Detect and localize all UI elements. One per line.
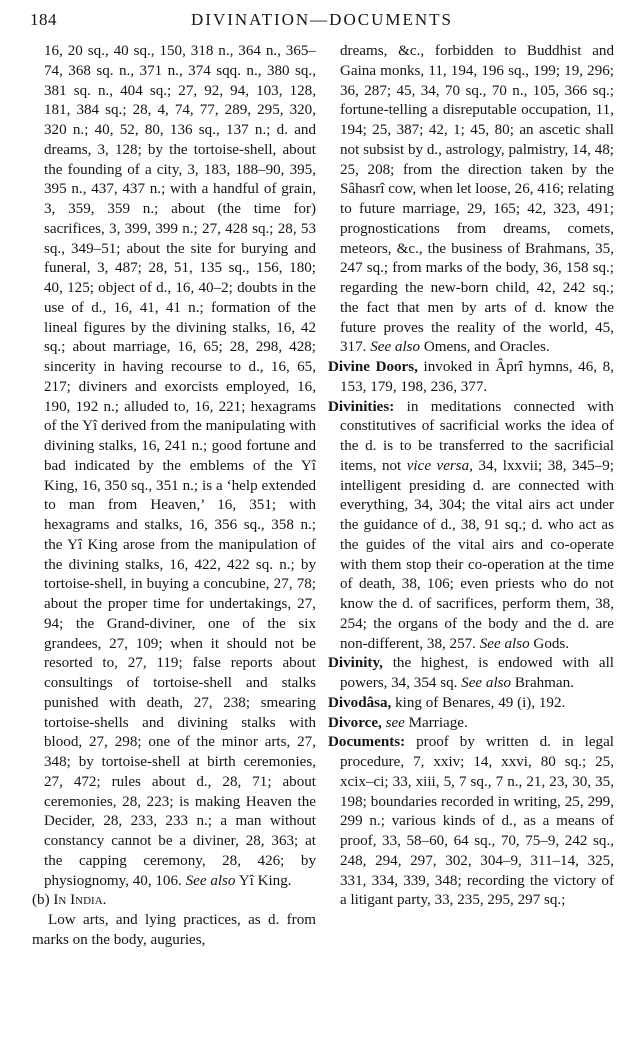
see-also-label: See also [370, 339, 421, 356]
entry-headword: Divorce, [328, 714, 382, 731]
subsection-marker: (b) [32, 892, 50, 909]
entry-italic-text: vice versa [406, 457, 470, 474]
subsection-heading [32, 891, 316, 911]
running-head: DIVINATION—DOCUMENTS [191, 10, 453, 29]
entry-text: king of Benares, 49 (i), 192. [395, 694, 566, 711]
left-column [32, 42, 316, 951]
see-also-target: Gods. [533, 635, 570, 652]
entry-headword: Divodâsa, [328, 694, 392, 711]
see-target: Marriage. [408, 714, 468, 731]
entry-continuation-divination [32, 42, 316, 891]
page-header [0, 10, 644, 34]
see-label: see [385, 714, 405, 731]
entry-divinity [328, 654, 614, 694]
entry-headword: Divine Doors, [328, 359, 418, 375]
see-also-label: See also [185, 872, 236, 889]
entry-text: , 34, lxxvii; 38, 345–9; intelligent presiding d. are connected with everything, 34, 304; the vital airs act under the guidance of d., 38, 91 sq.; d. who act as the guides of the vital airs and co-operate with them stop their co-operation at the time of death, 38, 106; even priests who do not know the d. of sacrifices, perform them, 38, 254; the organs of the body and the d. are non-different, 38, 257. [340, 457, 614, 652]
entry-divinities [328, 398, 614, 655]
entry-paragraph-india [32, 911, 316, 951]
entry-headword: Divinities: [328, 398, 395, 415]
right-column [328, 42, 614, 911]
entry-text: 16, 20 sq., 40 sq., 150, 318 n., 364 n., 365–74, 368 sq. n., 371 n., 374 sqq. n., 380 sq., 381 sq. n., 404 sq.; 27, 92, 94, 103, 128, 181, 384 sq.; 28, 4, 74, 77, 289, 295, 320, 320 n.; 40, 52, 80, 136 sq., 137 n.; d. and dreams, 3, 128; by the tortoise-shell, about the founding of a city, 3, 183, 188–90, 395, 395 n., 437, 437 n.; with a handful of grain, 3, 359, 359 n.; about (the time for) sacrifices, 3, 399, 399 n.; 27, 428 sq.; 28, 53 sq., 349–51; about the site for burying and funeral, 3, 487; 28, 51, 135 sq., 156, 180; 40, 125; object of d., 16, 40–2; doubts in the use of d., 16, 41, 41 n.; formation of the lineal figures by the divining stalks, 16, 42 sq.; about marriage, 16, 65; 28, 298, 428; sincerity in having recourse to d., 16, 65, 217; diviners and exorcists employed, 16, 190, 192 n.; alluded to, 16, 221; hexagrams of the Yî derived from the manipulating with divining stalks, 16, 241 n.; good fortune and bad indicated by the emblems of the Yî King, 16, 350 sq., 351 n.; is a ‘help extended to man from Heaven,’ 16, 351; with hexagrams and stalks, 16, 356 sq., 358 n.; the Yî King arose from the manipulation of the divining stalks, 16, 422, 422 sq. n.; by tortoise-shell, in buying a concubine, 27, 78; about the proper time for undertakings, 27, 94; the Grand-diviner, one of the six grandees, 27, 109; when it should not be resorted to, 27, 119; false reports about consultings of tortoise-shell and stalks punished with death, 27, 238; smearing tortoise-shells and divining stalks with blood, 27, 298; one of the minor arts, 27, 348; by tortoise-shell at birth ceremonies, 27, 472; rules about d., 28, 71; about ceremonies, 28, 223; is making Heaven the Decider, 28, 233, 233 n.; a man without constancy cannot be a diviner, 28, 363; at the capping ceremony, 28, 426; by physiognomy, 40, 106. [44, 43, 316, 889]
see-also-target: Omens, and Oracles. [423, 339, 550, 356]
see-also-target: Brahman. [514, 675, 574, 691]
entry-text: invoked in Âprî hymns, 46, 8, 153, 179, 198, 236, 377. [340, 359, 614, 395]
entry-divine-doors [328, 358, 614, 398]
entry-headword: Divinity, [328, 655, 383, 672]
entry-divodasa [328, 694, 614, 714]
entry-divorce [328, 714, 614, 734]
entry-text: proof by written d. in legal procedure, 7, xxiv; 14, xxvi, 80 sq.; 25, xcix–ci; 33, xiii, 5, 7 sq., 7 n., 21, 23, 30, 35, 198; boundaries recorded in writing, 25, 299, 299 n.; various kinds of d., as a means of proof, 33, 58–60, 64 sq., 70, 75–9, 242 sq., 248, 294, 297, 302, 304–9, 311–14, 325, 331, 334, 339, 348; recording the victory of a litigant party, 33, 235, 295, 297 sq.; [340, 734, 614, 909]
page-number: 184 [30, 10, 57, 29]
entry-text: dreams, &c., forbidden to Buddhist and Gaina monks, 11, 194, 196 sq., 199; 19, 296; 36, 287; 45, 34, 70 sq., 70 n., 105, 366 sq.; fortune-telling a disreputable occupation, 11, 194; 25, 387; 42, 1; 45, 80; an ascetic shall not subsist by d., astrology, palmistry, 14, 48; 25, 208; from the direction taken by the Sâhasrî cow, when let loose, 26, 416; relating to future marriage, 29, 165; 42, 323, 491; prognostications from dreams, comets, meteors, &c., the business of Brahmans, 35, 247 sq.; from marks of the body, 36, 158 sq.; regarding the new-born child, 42, 242 sq.; the fact that men by arts of d. know the future proves the reality of the world, 45, 317. [340, 43, 615, 356]
see-also-label: See also [461, 675, 512, 691]
subsection-title: In India. [53, 892, 107, 909]
see-also-target: Yî King. [238, 872, 292, 889]
entry-text: in meditations connected with constitutives of sacrificial works the idea of the d. is to be transferred to the sacrificial items, not [340, 398, 614, 474]
entry-continuation-india [328, 42, 614, 358]
see-also-label: See also [479, 635, 530, 652]
entry-text: Low arts, and lying practices, as d. from marks on the body, auguries, [32, 912, 316, 948]
entry-documents [328, 733, 614, 911]
entry-text: the highest, is endowed with all powers, 34, 354 sq. [340, 655, 614, 691]
entry-headword: Documents: [328, 734, 406, 751]
